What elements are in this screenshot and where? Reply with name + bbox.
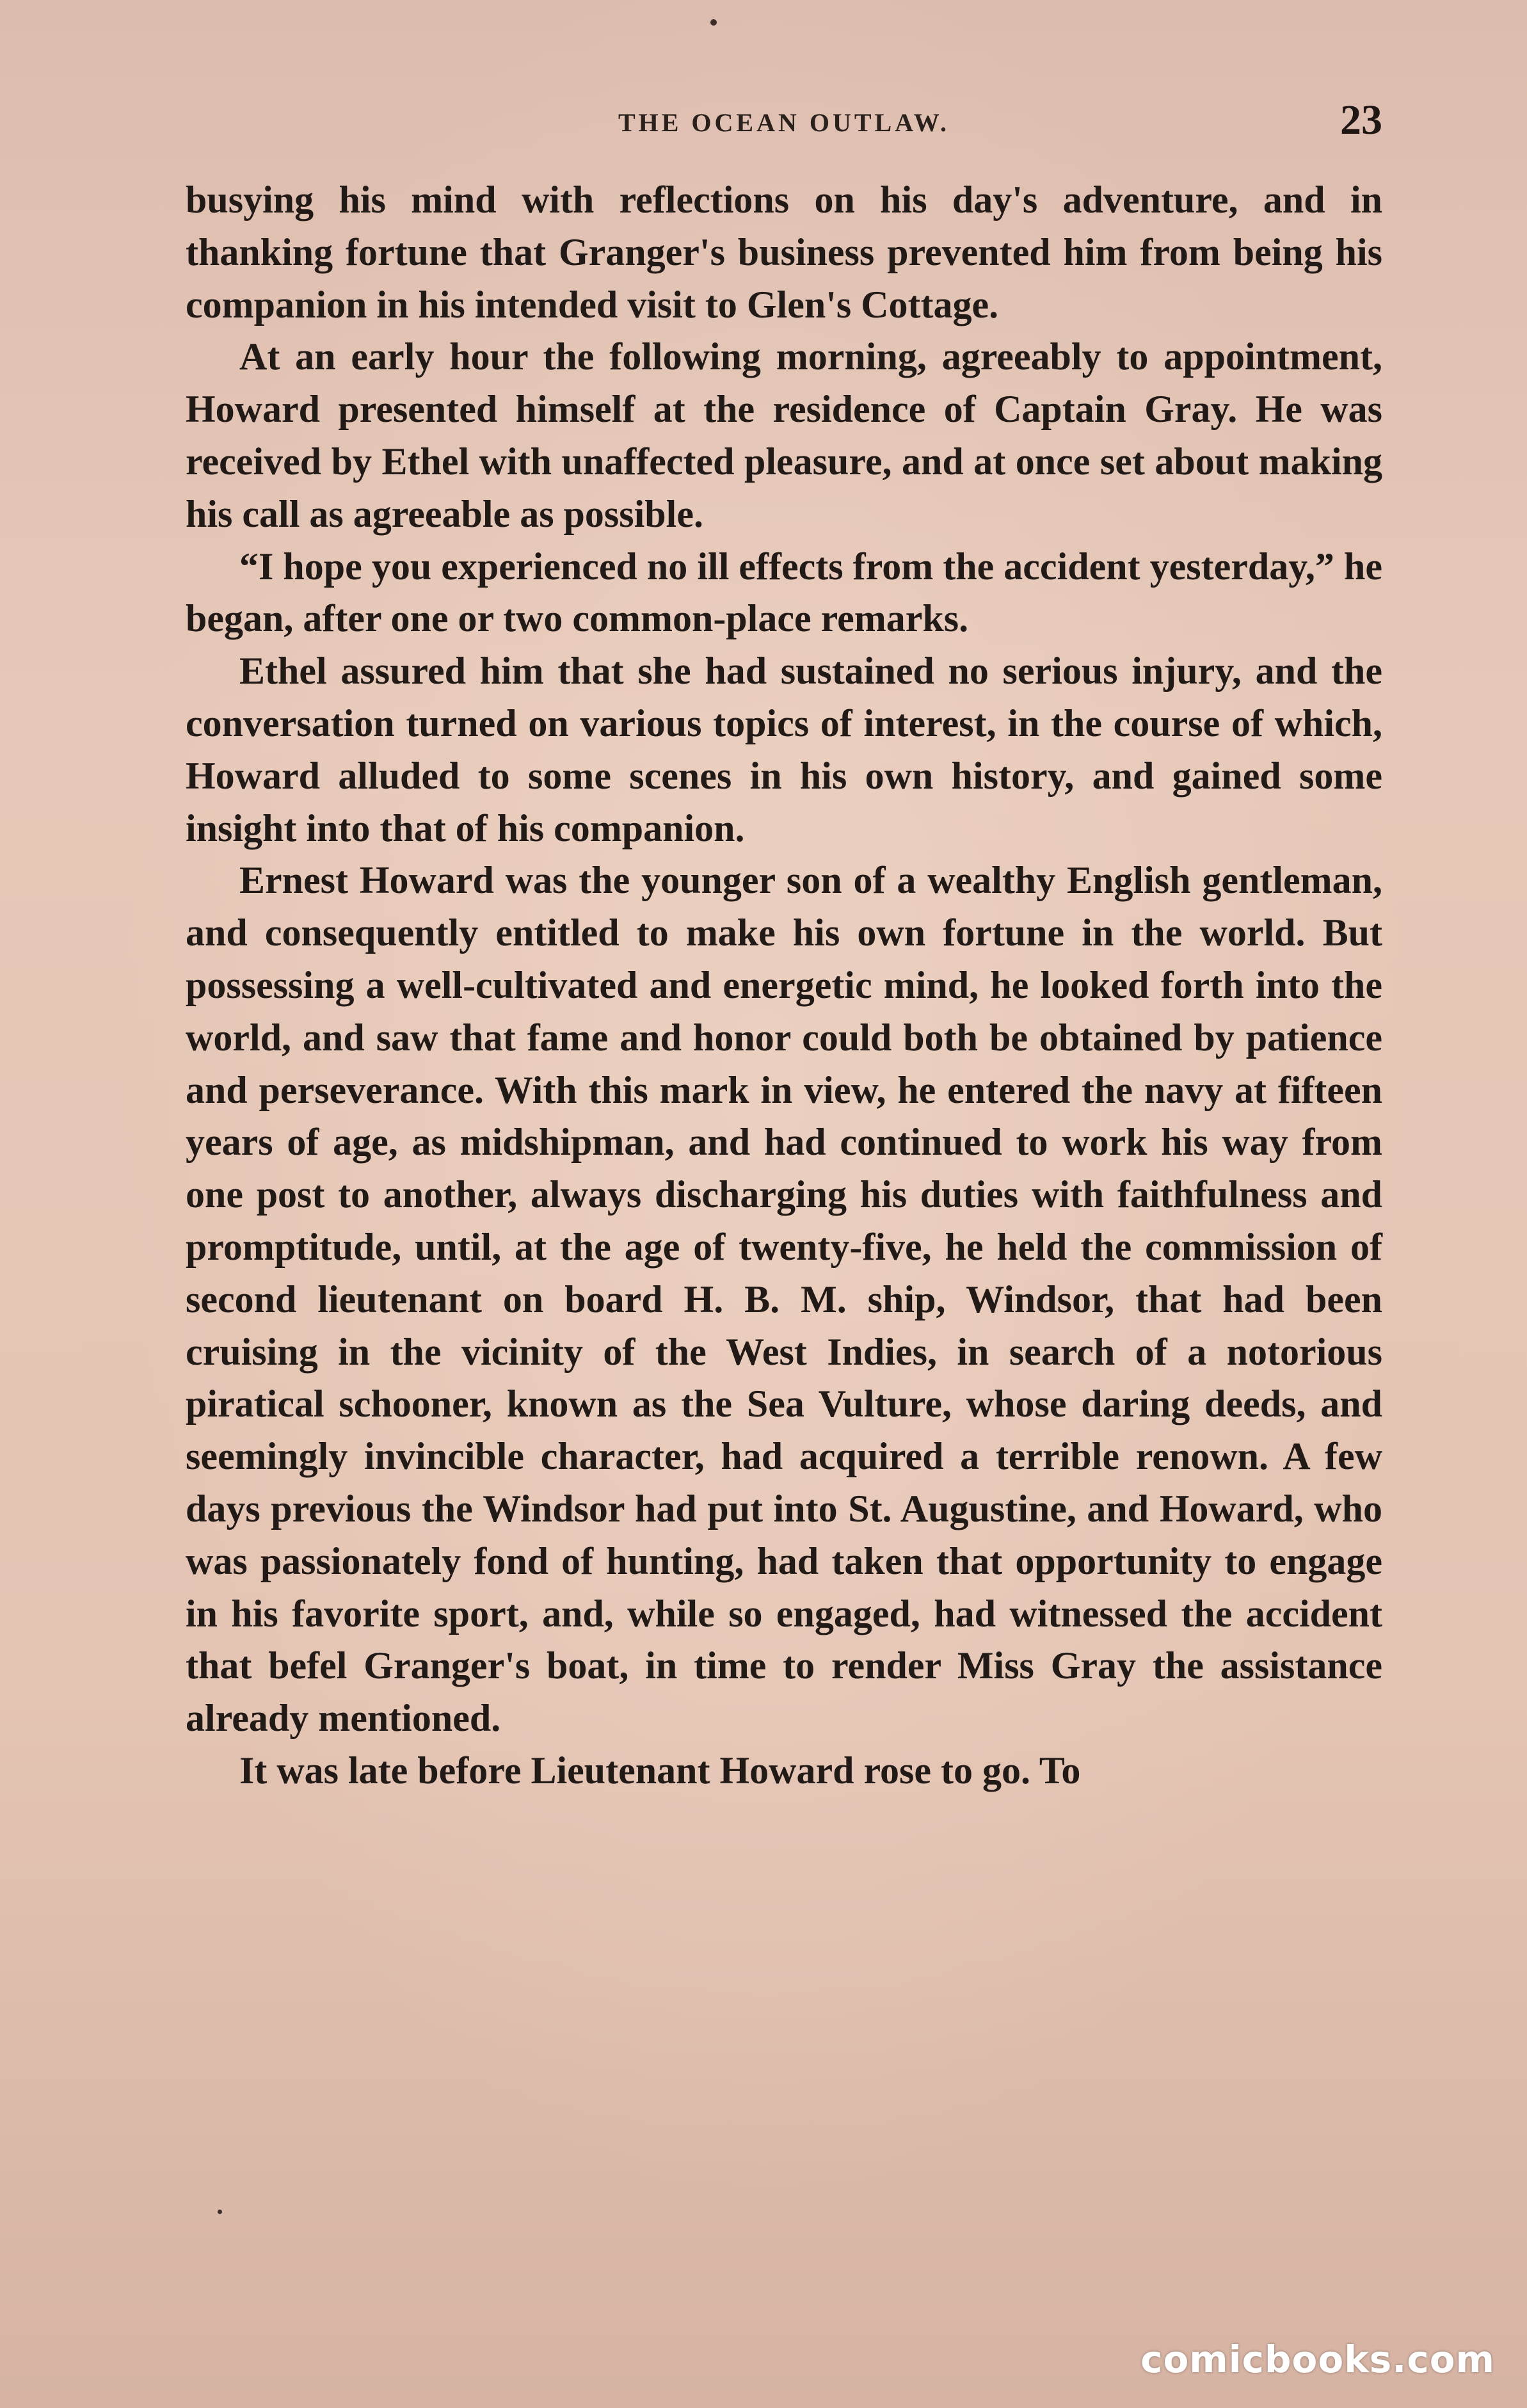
paragraph: “I hope you experienced no ill effects from the accident yesterday,” he began, after one or two common-place remarks. [186, 545, 1382, 640]
body-text [186, 174, 1382, 1797]
paragraph: busying his mind with reflections on his day's adventure, and in thanking fortune that Granger's business prevented him from being his companion in his intended visit to Glen's Cottage. [186, 179, 1382, 326]
watermark: comicbooks.com [1140, 2338, 1495, 2381]
paragraph: Ethel assured him that she had sustained no serious injury, and the conversation turned on various topics of interest, in the course of which, Howard alluded to some scenes in his own history, and gained some insight into that of his companion. [186, 650, 1382, 849]
ink-speck [218, 2210, 222, 2214]
paragraph: It was late before Lieutenant Howard rose to go. To [239, 1749, 1081, 1792]
running-head: THE OCEAN OUTLAW. [618, 108, 950, 137]
paragraph: At an early hour the following morning, agreeably to appointment, Howard presented himself at the residence of Captain Gray. He was received by Ethel with unaffected pleasure, and at once set about making his call as agreeable as possible. [186, 335, 1382, 535]
ink-speck [710, 19, 717, 26]
page-header [186, 96, 1382, 154]
paragraph: Ernest Howard was the younger son of a wealthy English gentleman, and consequently entitled to make his own fortune in the world. But possessing a well-cultivated and energetic mind, he looked forth into the world, and saw that fame and honor could both be obtained by patience and perseverance. With this mark in view, he entered the navy at fifteen years of age, as midshipman, and had continued to work his way from one post to another, always discharging his duties with faithfulness and promptitude, until, at the age of twenty-five, he held the commission of second lieutenant on board H. B. M. ship, Windsor, that had been cruising in the vicinity of the West Indies, in search of a notorious piratical schooner, known as the Sea Vulture, whose daring deeds, and seemingly invincible character, had acquired a terrible renown. A few days previous the Windsor had put into St. Augustine, and Howard, who was passionately fond of hunting, had taken that opportunity to engage in his favorite sport, and, while so engaged, had witnessed the accident that befel Granger's boat, in time to render Miss Gray the assistance already mentioned. [186, 859, 1382, 1740]
page-number: 23 [1340, 97, 1382, 143]
